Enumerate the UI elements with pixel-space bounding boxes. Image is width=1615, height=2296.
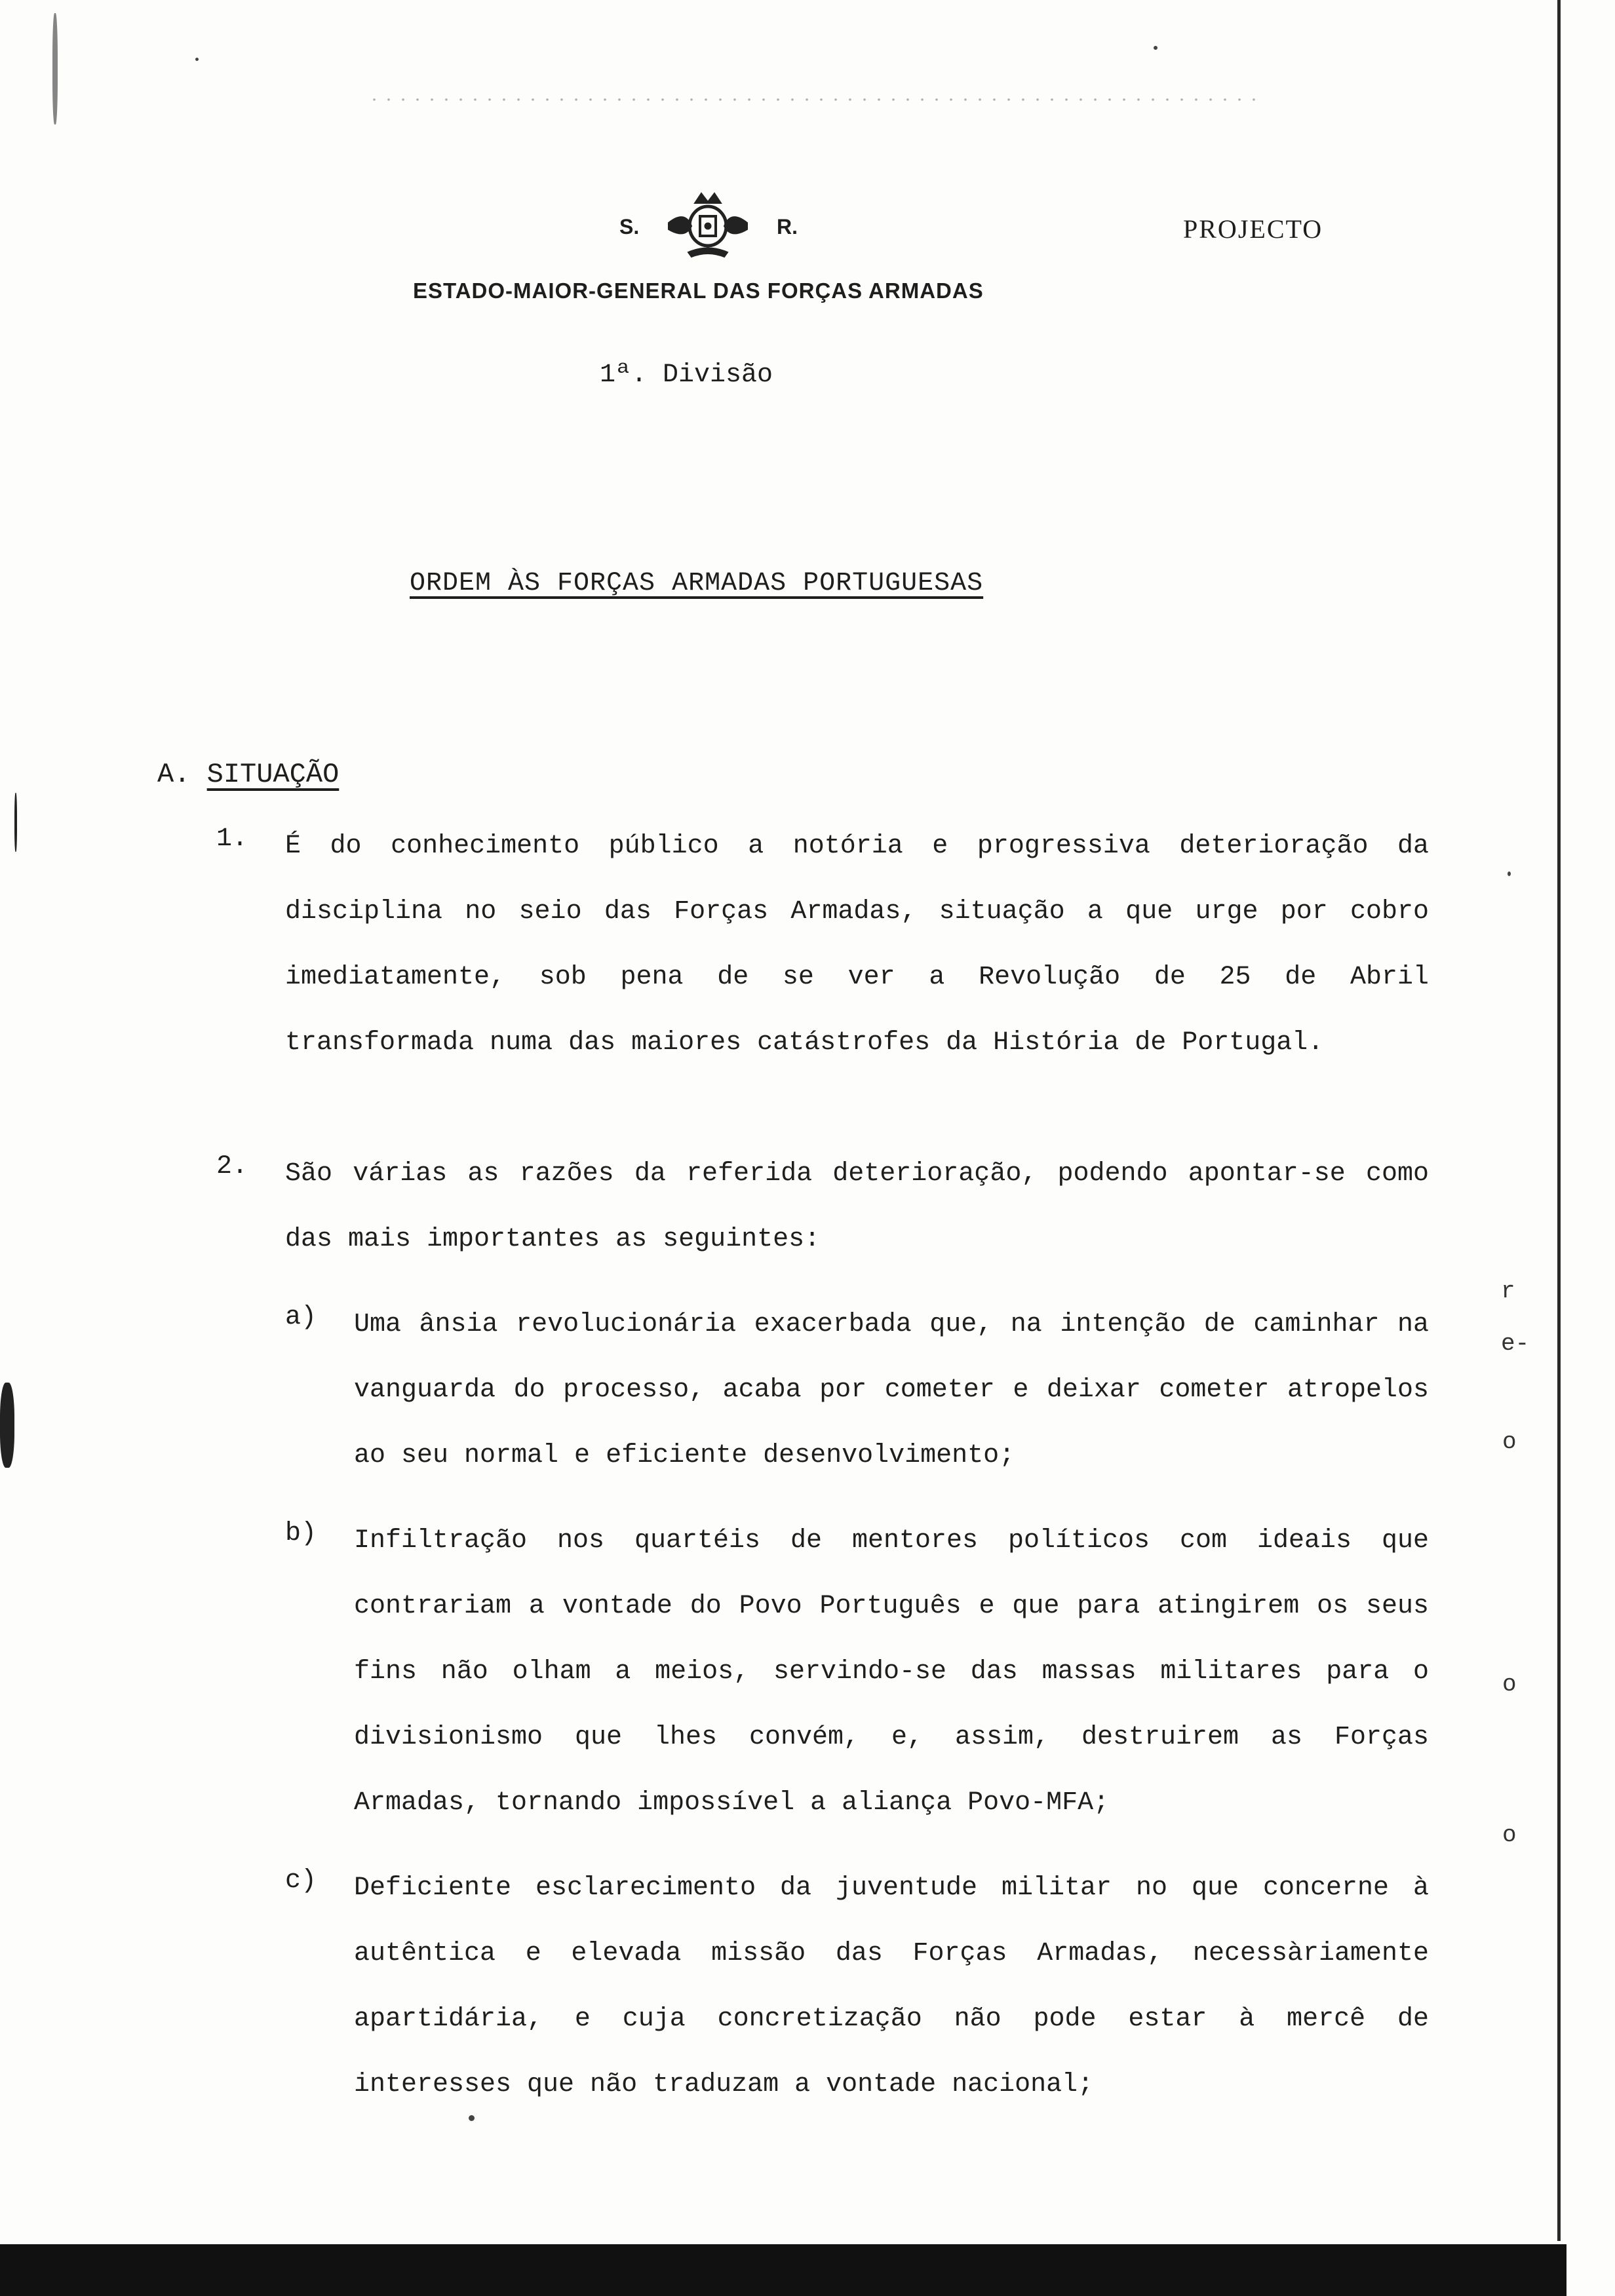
margin-fragment: r	[1501, 1278, 1515, 1305]
section-title: SITUAÇÃO	[206, 759, 340, 790]
section-heading	[157, 759, 339, 790]
item-text: Uma ânsia revolucionária exacerbada que, na intenção de caminhar na vanguarda do processo, acaba por cometer e deixar cometer atropelos ao seu normal e eficiente desenvolvimento;	[354, 1310, 1429, 1470]
scan-edge-line	[1557, 0, 1561, 2241]
scan-bottom-gap	[1566, 2249, 1615, 2296]
item-text: Infiltração nos quartéis de mentores políticos com ideais que contrariam a vontade do Povo Português e que para atingirem os seus fins não olham a meios, servindo-se das massas militares para o divisionismo que lhes convém, e, assim, destruirem as Forças Armadas, tornando impossível a aliança Povo-MFA;	[354, 1526, 1429, 1818]
scan-speck	[1508, 871, 1511, 876]
document-title: ORDEM ÀS FORÇAS ARMADAS PORTUGUESAS	[410, 569, 984, 598]
header-letter-s: S.	[619, 215, 640, 239]
document-status: PROJECTO	[1183, 214, 1323, 244]
scan-left-tick	[14, 793, 17, 852]
scan-dotted-line	[367, 98, 1258, 101]
scan-left-blot	[0, 1383, 14, 1468]
coat-of-arms-icon	[662, 190, 754, 262]
paragraph-text: É do conhecimento público a notória e progressiva deterioração da disciplina no seio das Forças Armadas, situação a que urge por cobro imediatamente, sob pena de se ver a Revolução de 25 de Abril transformada numa das maiores catástrofes da História de Portugal.	[285, 832, 1429, 1058]
paragraph-text: São várias as razões da referida deterioração, podendo apontar-se como das mais importantes as seguintes:	[285, 1159, 1429, 1254]
scan-bottom-bar	[0, 2244, 1566, 2296]
division-name: 1ª. Divisão	[600, 360, 773, 390]
section-letter: A.	[157, 759, 191, 790]
item-letter: a)	[285, 1303, 317, 1332]
scan-speck	[1154, 46, 1158, 50]
item-letter: b)	[285, 1519, 317, 1548]
header-letter-r: R.	[777, 215, 798, 239]
paragraph-number: 2.	[216, 1152, 248, 1181]
margin-fragment: o	[1502, 1822, 1517, 1848]
scan-speck	[195, 58, 199, 61]
item-letter: c)	[285, 1866, 317, 1896]
margin-fragment: e-	[1501, 1330, 1530, 1357]
paragraph-number: 1.	[216, 824, 248, 854]
item-text: Deficiente esclarecimento da juventude militar no que concerne à autêntica e elevada missão das Forças Armadas, necessàriamente apartidária, e cuja concretização não pode estar à mercê de interesses que não traduzam a vontade nacional;	[354, 1873, 1429, 2099]
scan-left-scribble	[52, 13, 58, 124]
margin-fragment: o	[1502, 1671, 1517, 1698]
agency-name: ESTADO-MAIOR-GENERAL DAS FORÇAS ARMADAS	[413, 278, 984, 303]
margin-fragment: o	[1502, 1428, 1517, 1455]
